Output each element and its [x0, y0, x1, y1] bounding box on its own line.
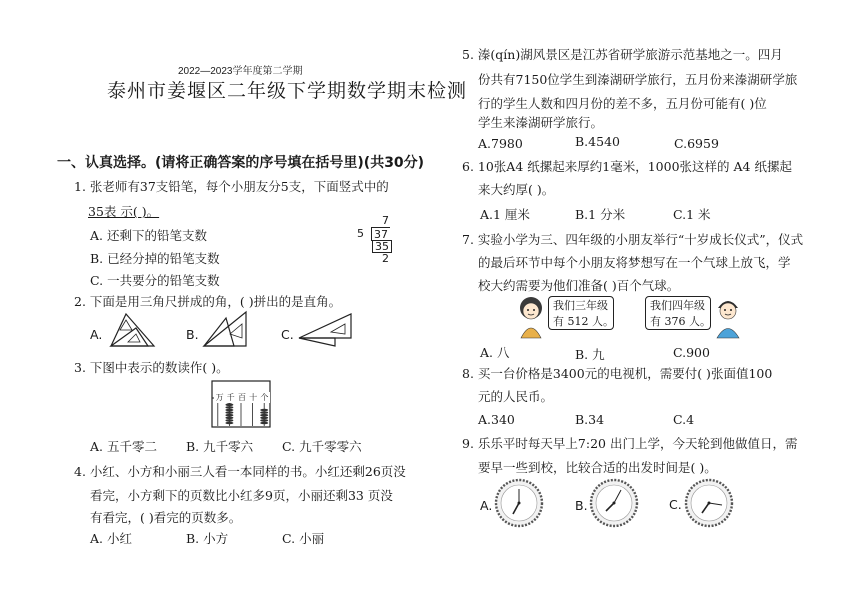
abacus-label-ge: 个 [260, 393, 269, 402]
question-5-line2: 份共有7150位学生到溱湖研学旅行，五月份来溱湖研学旅 [478, 72, 798, 87]
abacus-bead [225, 414, 233, 417]
question-4-option-c: C. 小丽 [282, 531, 325, 546]
abacus-bead [260, 422, 268, 425]
page-title: 泰州市姜堰区二年级下学期数学期末检测 [107, 80, 468, 102]
question-7-option-b: B. 九 [575, 347, 605, 362]
question-2-stem: 2. 下面是用三角尺拼成的角，( )拼出的是直角。 [74, 294, 342, 309]
abacus-label-wan: 万 [215, 393, 224, 402]
triangle-rulers-b [200, 308, 250, 350]
abacus [211, 380, 271, 428]
bubble-right-line2: 有 376 人。 [650, 315, 711, 328]
question-2-label-b: B. [186, 327, 199, 342]
clock-c [684, 478, 734, 528]
question-7-option-c: C.900 [673, 345, 710, 360]
question-9-line2: 要早一些到校，比较合适的出发时间是( )。 [478, 460, 717, 475]
abacus-label-shi: 十 [249, 393, 258, 402]
question-4-line1: 4. 小红、小方和小丽三人看一本同样的书。小红还剩26页没 [74, 464, 406, 479]
clock-a [494, 478, 544, 528]
boy-illustration [712, 294, 744, 340]
abacus-bead [225, 409, 233, 412]
clock-b [589, 478, 639, 528]
question-4-line2: 看完，小方剩下的页数比小红多9页，小丽还剩33 页没 [90, 488, 393, 503]
question-1-stem: 1. 张老师有37支铅笔，每个小朋友分5支，下面竖式中的 [74, 179, 389, 194]
question-2-label-a: A. [90, 327, 103, 342]
abacus-bead [225, 417, 233, 420]
abacus-bead [260, 419, 268, 422]
question-1-stem-line2 [88, 202, 159, 220]
question-7-line3: 校大约需要为他们准备( )百个气球。 [478, 278, 680, 293]
question-5-option-c: C.6959 [674, 136, 719, 151]
abacus-bead [225, 419, 233, 422]
speech-bubble-left [548, 296, 614, 330]
long-division [355, 214, 395, 265]
abacus-bead [260, 417, 268, 420]
division-remainder: 2 [382, 252, 389, 265]
division-divisor: 5 [357, 227, 364, 240]
abacus-bead [225, 411, 233, 414]
abacus-bead [260, 414, 268, 417]
question-5-option-a: A.7980 [478, 136, 523, 151]
question-6-option-a: A.1 厘米 [480, 207, 530, 222]
question-9-label-c: C. [669, 497, 682, 512]
question-3-option-b: B. 九千零六 [186, 439, 254, 454]
division-dividend: 37 [371, 227, 390, 241]
question-1-option-b: B. 已经分掉的铅笔支数 [90, 251, 220, 266]
question-1-stem-b: 35表 示( )。 [88, 204, 160, 219]
bubble-left-line1: 我们三年级 [553, 299, 608, 312]
question-7-line1: 7. 实验小学为三、四年级的小朋友举行“十岁成长仪式”，仪式 [462, 232, 804, 247]
question-9-line1: 9. 乐乐平时每天早上7:20 出门上学，今天轮到他做值日，需 [462, 436, 798, 451]
question-2-label-c: C. [281, 327, 294, 342]
question-8-option-a: A.340 [478, 412, 515, 427]
question-6-option-b: B.1 分米 [575, 207, 626, 222]
question-1-option-a: A. 还剩下的铅笔支数 [90, 228, 207, 243]
question-8-line1: 8. 买一台价格是3400元的电视机，需要付( )张面值100 [462, 366, 773, 381]
question-4-line3: 有看完，( )看完的页数多。 [90, 510, 242, 525]
abacus-label-bai: 百 [237, 393, 246, 402]
abacus-bead [260, 409, 268, 412]
question-4-option-b: B. 小方 [186, 531, 229, 546]
speech-bubble-right [645, 296, 711, 330]
abacus-bead [225, 406, 233, 409]
question-6-line2: 来大约厚( )。 [478, 182, 555, 197]
abacus-label-qian: 千 [226, 393, 235, 402]
question-3-stem: 3. 下图中表示的数读作( )。 [74, 360, 229, 375]
bubble-left-line2: 有 512 人。 [553, 315, 614, 328]
question-9-label-a: A. [480, 498, 493, 513]
question-9-label-b: B. [575, 498, 588, 513]
question-3-option-c: C. 九千零零六 [282, 439, 362, 454]
section-title: 一、认真选择。(请将正确答案的序号填在括号里)(共30分) [57, 155, 425, 171]
question-6-option-c: C.1 米 [673, 207, 711, 222]
question-3-option-a: A. 五千零二 [90, 439, 157, 454]
question-5-line4: 学生来溱湖研学旅行。 [478, 115, 604, 130]
triangle-rulers-c [295, 310, 355, 348]
question-7-line2: 的最后环节中每个小朋友将梦想写在一个气球上放飞，学 [478, 255, 791, 270]
question-1-option-c: C. 一共要分的铅笔支数 [90, 273, 220, 288]
question-8-line2: 元的人民币。 [478, 389, 554, 404]
question-6-line1: 6. 10张A4 纸摞起来厚约1毫米，1000张这样的 A4 纸摞起 [462, 159, 792, 174]
division-quotient: 7 [382, 214, 389, 227]
bubble-right-line1: 我们四年级 [650, 299, 705, 312]
abacus-bead [225, 422, 233, 425]
division-product: 35 [372, 240, 392, 253]
question-8-option-b: B.34 [575, 412, 605, 427]
semester-label: 2022—2023学年度第二学期 [178, 66, 303, 77]
question-7-option-a: A. 八 [480, 345, 510, 360]
question-5-line3: 行的学生人数和四月份的差不多，五月份可能有( )位 [478, 96, 767, 111]
question-5-option-b: B.4540 [575, 134, 620, 149]
question-5-line1: 5. 溱(qín)湖风景区是江苏省研学旅游示范基地之一。四月 [462, 47, 783, 62]
abacus-bead [225, 404, 233, 407]
abacus-place-labels [214, 392, 270, 403]
girl-illustration [515, 294, 547, 340]
question-8-option-c: C.4 [673, 412, 695, 427]
abacus-bead [260, 411, 268, 414]
triangle-rulers-a [106, 310, 156, 350]
question-4-option-a: A. 小红 [90, 531, 132, 546]
